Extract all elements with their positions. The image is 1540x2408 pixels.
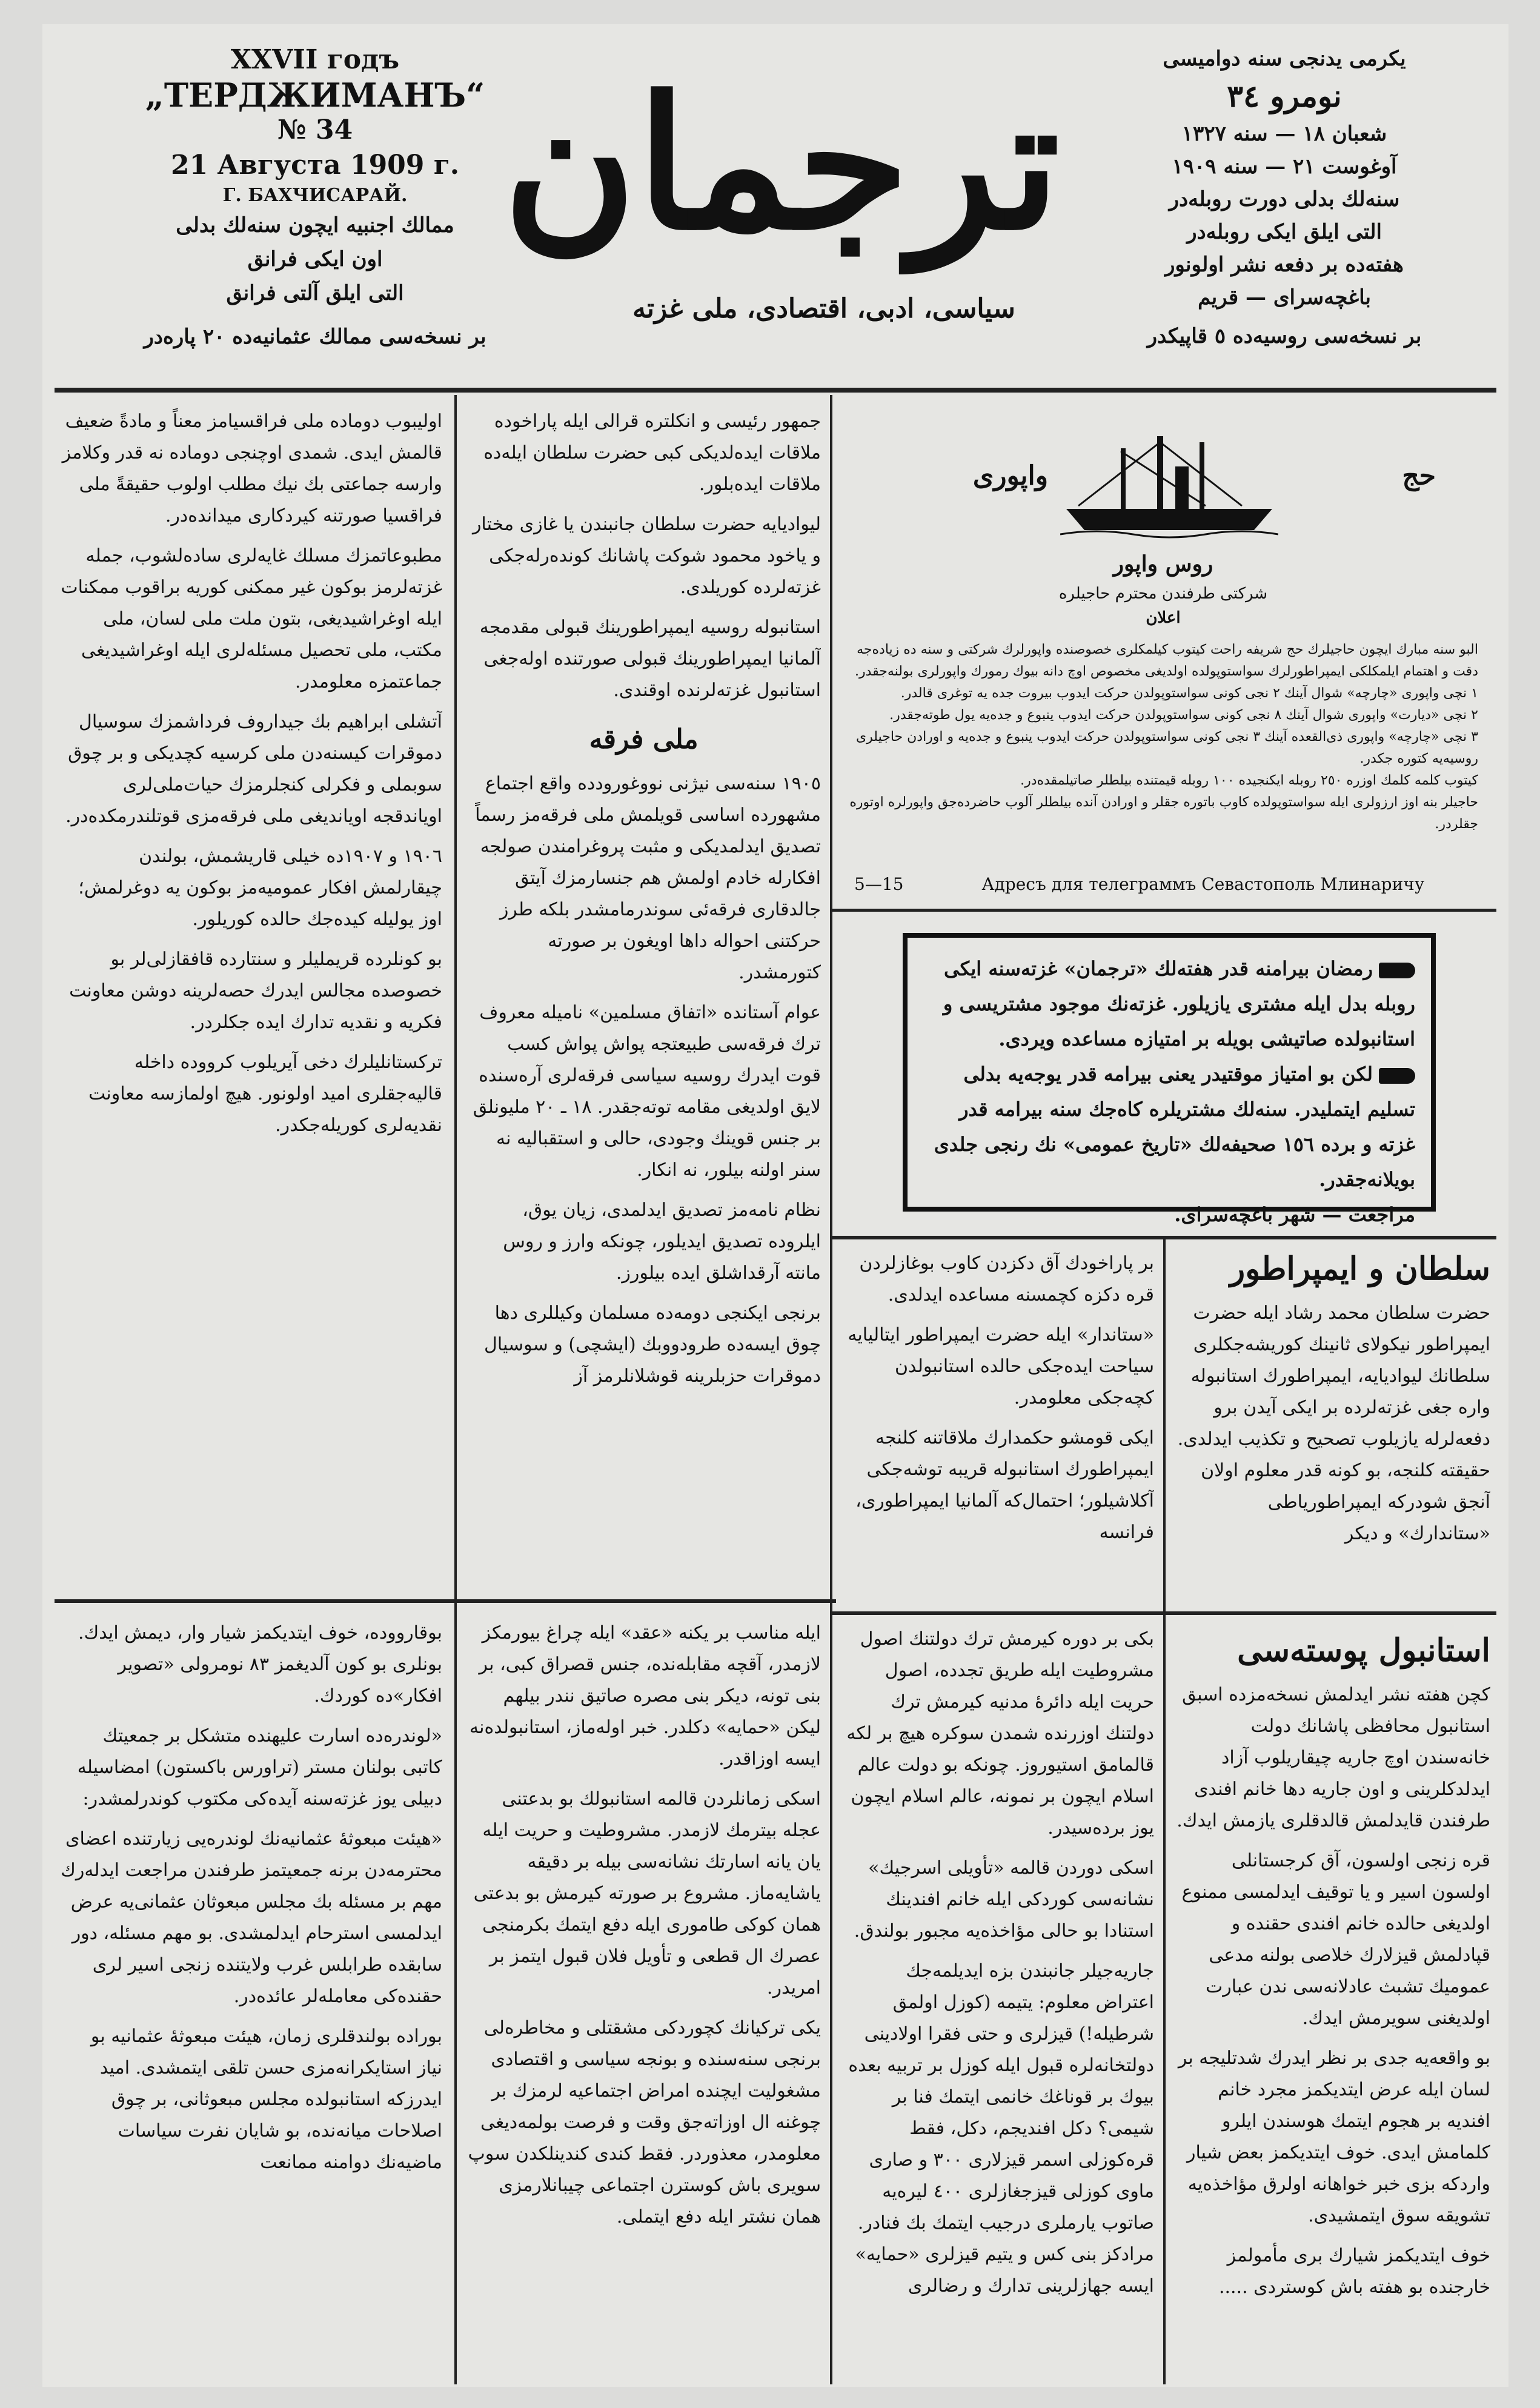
heading-milli-firqa: ملى فرقه <box>589 724 699 755</box>
issue-number-russian: № 34 <box>277 114 353 145</box>
paragraph: «ستاندار» ايله حضرت ايمپراطور ايتاليايه سياحت ايده‌جكى حالده استانبولدن كچه‌جكى معلومدر. <box>848 1324 1154 1408</box>
paragraph: نظام نامه‌مز تصديق ايدلمدى، زيان يوق، ايلروده تصديق ايديلور، چونكه وارز و روس مانته آرقداشلق ايده بيلورز. <box>503 1199 821 1284</box>
hijri-date: شعبان ١٨ — سنه ١٣٢٧ <box>1181 122 1387 146</box>
notice-paragraph: لكن بو امتياز موقتيدر يعنى بيرامه قدر يوجه‌يه بدلى تسليم ايتمليدر. سنه‌لك مشتريلره كاه‌جك سنه بيرامه قدر غزته و برده ١٥٦ صحيفه‌لك «تاريخ عمومى» نك رنجى جلدى بويلانه‌جقدر. <box>934 1063 1415 1191</box>
newspaper-page <box>42 24 1508 2387</box>
paragraph: ايكى قومشو حكمدارك ملاقاتنه كلنجه ايمپراطورك استانبوله قريبه توشه‌جكى آكلاشيلور؛ احتمال‌كه آلمانيا ايمپراطورى، فرانسه <box>855 1427 1154 1543</box>
foreign-price-line-3: التى ايلق آلتى فرانق <box>226 281 404 305</box>
paper-subtitle: سياسى، ادبى، اقتصادى، ملى غزته <box>632 293 1015 324</box>
ship-text-line: حاجيلر بنه اوز ارزولرى ايله سواستوپولده كاوب باتوره جقلر و اورادن آنده بيلطلر آلوب حاضرده‌جق واپورلره اوتوره جقلردر. <box>849 795 1478 832</box>
paragraph: بو واقعه‌يه جدى بر نظر ايدرك شدتليجه بر لسان ايله عرض ايتديكمز مجرد خانم افنديه بر هجوم ايتمك هوسندن ايلرو كلمامش ايدى. خوف ايتديكمز بعض شيار واردكه بزى خبر خواهانه اولرق مؤاخذه‌يه تشويقه سوق ايتمشيدى. <box>1178 2048 1490 2226</box>
column-rule <box>454 1603 457 2384</box>
paragraph: ليواديايه حضرت سلطان جانبندن يا غازى مختار و ياخود محمود شوكت پاشانك كونده‌رله‌جكى غزته‌لرده كوريلدى. <box>472 514 821 598</box>
column-rule <box>454 395 457 1600</box>
paragraph: برنجى ايكنجى دومه‌ده مسلمان وكيللرى دها چوق ايسه‌ده طرودووبك (ايشچى) و سوسيال دموقرات حزبلرينه قوشلانلرمز آز <box>484 1302 821 1387</box>
article-column-bottom-2 <box>466 1617 821 2381</box>
half-year-price: التى ايلق ايكى روبله‌در <box>1187 220 1382 244</box>
annual-price: سنه‌لك بدلى دورت روبله‌در <box>1169 187 1400 211</box>
paragraph: يكى تركيانك كچوردكى مشقتلى و مخاطره‌لى برنجى سنه‌سنده و بونجه سياسى و اقتصادى مشغوليت ايچنده امراض اجتماعيه لرمزك بر چوغنه ال اوزاته‌جق وقت و فرصت بولمه‌ديغى معلومدر، معذوردر. فقط كندى كندينلكدن سوپ سويرى باش كوسترن اجتماعى چيبانلارمزى همان نشتر ايله دفع ايتملى. <box>468 2017 821 2227</box>
ship-text-line: ١ نچى واپورى «چارچه» شوال آينك ٢ نجى كونى سواستوپولدن حركت ايدوب بيروت جده يه توغرى قالدر. <box>900 686 1478 701</box>
steamship-icon <box>1060 424 1278 539</box>
telegram-address <box>854 872 1484 897</box>
column-rule <box>1163 1615 1166 2384</box>
section-rule <box>55 1599 836 1603</box>
paragraph: كچن هفته نشر ايدلمش نسخه‌مزده اسبق استانبول محافظى پاشانك دولت خانه‌سندن اوچ جاريه چيقاريلوب آزاد ايدلدكلرينى و اون جاريه دها خانم افندى طرفندن قايدلمش قالدقلرى يازمش ايدك. <box>1177 1684 1490 1831</box>
ship-ad-text <box>848 639 1478 835</box>
paragraph: بكى بر دوره كيرمش ترك دولتنك اصول مشروطيت ايله طريق تجدده، اصول حريت ايله دائرهٔ مدنيه كيرمش ترك دولتنك اوزرنده شمدن سوكره هيچ بر لكه قالمامق استيوروز. چونكه بو دولت عالم اسلام ايچون بر نمونه، عالم اسلام ايچون يوز برده‌سيدر. <box>846 1628 1154 1839</box>
paragraph: اسكى زمانلردن قالمه استانبولك بو بدعتنى عجله بيترمك لازمدر. مشروطيت و حريت ايله يان يانه اسارتك نشانه‌سى بيله بر دقيقه ياشايه‌ماز. مشروع بر صورته كيرمش بو بدعتى همان كوكى طامورى ايله دفع ايتمك بكرمنجى عصرك ال قطعى و تأويل فلان قبول ايتمز بر امريدر. <box>473 1788 821 1998</box>
section-rule <box>830 909 1496 912</box>
pointing-hand-icon <box>1379 963 1415 978</box>
paragraph: عوام آستانده «اتفاق مسلمين» ناميله معروف ترك فرقه‌سى طبيعتجه پواش پواش كسب قوت ايدرك روسيه سياسى فرقه‌لرى آره‌سنده لايق اولديغى مقامه توته‌جقدر. ١٨ ـ ٢٠ مليونلق بر جنس قوينك وجودى، حالى و استقباليه نه سنر اولنه بيلور، نه انكار. <box>473 1002 821 1181</box>
masthead-right <box>1084 42 1484 353</box>
paragraph: ١٩٠٥ سنه‌سى نيژنى نووغورودده واقع اجتماع مشهورده اساسى قويلمش ملى فرقه‌مز رسماً تصديق ايدلمديكى و مثبت پروغرامندن صولجه افكارله خادم اولمش هم جنسارمزك آيتق جالدقارى فرقه‌ئى سوندرمامشدر بلكه طرز حركتنى احواله داها اويغون بر صورته كتورمشدر. <box>475 773 821 983</box>
paragraph: ايله مناسب بر يكنه «عقد» ايله چراغ بيورمكز لازمدر، آقچه مقابله‌نده، جنس قصراق كبى، بر بنى تونه، ديكر بنى مصره صاتيق نندر بيلهم ليكن «حمايه» دكلدر. خبر اوله‌ماز، استانبولده‌نه ايسه اوزاقدر. <box>470 1622 821 1770</box>
paragraph: ١٩٠٦ و ١٩٠٧ده خيلى قاريشمش، بولندن چيقارلمش افكار عموميه‌مز بوكون يه دوغرلمش؛ اوز يوليله كيده‌جك حالده كوريلور. <box>78 846 442 930</box>
paragraph: قره زنجى اولسون، آق كرجستانلى اولسون اسير و يا توقيف ايدلمسى ممنوع اولديغى حالده خانم افندى حقنده و قپادلمش قيزلارك خلاصى بولنه مدعى عموميك تشبث عادلانه‌سى ندن عبارت اولديغنى سويرمش ايدك. <box>1181 1850 1490 2029</box>
column-rule <box>830 1236 832 2384</box>
year-russian: XXVII годъ <box>230 44 400 75</box>
paragraph: «هيئت مبعوثهٔ عثمانيه‌نك لوندره‌يى زيارتنده اعضاى محترمه‌دن برنه جمعيتمز طرفندن مراجعت ايدله‌رك مهم بر مسئله بك مجلس مبعوثان عثمانى‌يه عرض ايدلمسى استرحام ايدلمشدى. بو مهم مسئله، دور سابقده طرابلس غرب ولايتنده زنجى اسير لرى حقنده‌كى معامله‌لر عائده‌در. <box>61 1828 442 2007</box>
column-rule <box>1163 1239 1166 1611</box>
ottoman-copy-price: بر نسخه‌سى ممالك عثمانيه‌ده ٢٠ پاره‌در <box>144 325 486 349</box>
paragraph: «لوندره‌ده اسارت عليهنده متشكل بر جمعيتك كاتبى بولنان مستر (تراورس باكستون) امضاسيله دبيلى يوز غزته‌سنه آيده‌كى مكتوب كوندرلمشدر: <box>77 1725 442 1809</box>
ship-company: روس واپور <box>1113 551 1213 577</box>
paragraph: اوليبوب دوماده ملى فراقسيامز معناً و مادةً ضعيف قالمش ايدى. شمدى اوچنجى دوماده نه قدر وكلامز وارسه جماعتى بك نيك مطلب اولوب حقيقةً ملى فراقسيا صورتنه كيردكارى ميدانده‌در. <box>62 411 442 526</box>
issue-date-russian: 21 Августа 1909 г. <box>170 150 460 181</box>
heading-sultan-emperor: سلطان و ايمپراطور <box>1230 1250 1490 1287</box>
address-text: Адресъ для телеграммъ Севастополь Млинаричу <box>981 874 1425 894</box>
sultan-emperor-left <box>842 1248 1154 1605</box>
russia-copy-price: بر نسخه‌سى روسيه‌ده ٥ قاپيكدر <box>1147 324 1422 348</box>
paragraph: آتشلى ابراهيم بك جيداروف فرداشمزك سوسيال دموقرات كيسنه‌دن ملى كرسيه كچديكى و بر چوق سوبملى و فكرلى كنجلرمزك حيات‌ملى‌لرى اوياندقجه اويانديغى ملى فرقه‌مزى قوتلندرمكده‌در. <box>65 711 442 827</box>
paper-logo: ترجمان <box>503 56 1060 270</box>
article-column-bottom-3 <box>842 1624 1154 2381</box>
paragraph: جاريه‌جيلر جانبندن بزه ايديلمه‌جك اعتراض معلوم: يتيمه (كوزل اولمق شرطيله!) قيزلرى و حتى فقرا اولادينى دولتخانه‌لره قبول ايله كوزل بر تربيه بعده بيوك بر قوناغك خانمى ايتمك فنا بر شيمى؟ دكل افنديجم، دكل، فقط قره‌كوزلى اسمر قيزلارى ٣٠٠ و صارى ماوى كوزلى قيزجغازلرى ٤٠٠ ليره‌يه صاتوب يارملرى درجيب ايتمك بك فنادر. مرادكز بنى كس و يتيم قيزلرى «حمايه» ايسه جهازلرينى تدارك و رضالرى <box>848 1960 1154 2297</box>
city-russian: Г. БАХЧИСАРАЙ. <box>222 185 408 206</box>
paragraph: بر پاراخودك آق دكزدن كاوب بوغازلردن قره دكزه كچمسنه مساعده ايدلدى. <box>859 1253 1154 1305</box>
publication-place: باغچه‌سراى — قريم <box>1198 285 1371 310</box>
pointing-hand-icon <box>1379 1068 1415 1084</box>
ship-subline: شركتى طرفندن محترم حاجيلره <box>1058 585 1268 603</box>
sultan-emperor-right <box>1175 1248 1490 1605</box>
paragraph: خوف ايتديكمز شيارك برى مأمولمز خارجنده بو هفته باش كوستردى ..... <box>1218 2245 1490 2298</box>
masthead-center <box>503 36 1060 351</box>
ship-ad-left-word: حج <box>1402 460 1436 491</box>
masthead-left <box>97 42 533 354</box>
notice-address: مراجعت — شهر باغچه‌سراى. <box>1174 1203 1415 1226</box>
paragraph: جمهور رئيسى و انكلتره قرالى ايله پاراخوده ملاقات ايده‌لديكى كبى حضرت سلطان ايله‌ده ملاقات ايده‌بلور. <box>483 411 821 495</box>
paragraph: بوراده بولندقلرى زمان، هيئت مبعوثهٔ عثمانيه بو نياز استايكرانه‌مزى حسن تلقى ايتمشدى. اميد ايدرزكه استانبولده مجلس مبعوثانى، بر چوق اصلاحات ميانه‌نده، بو شايان نفرت سياسات ماضيه‌نك دوامنه ممانعت <box>90 2026 442 2173</box>
address-number: 5—15 <box>854 874 904 894</box>
paragraph: بوقارووده، خوف ايتديكمز شيار وار، ديمش ايدك. بونلرى بو كون آلديغمز ٨٣ نومرولى «تصوير افكار»ده كوردك. <box>78 1622 442 1706</box>
paper-name-russian: „ТЕРДЖИМАНЪ“ <box>145 76 485 114</box>
issue-number-turkic: نومرو ٣٤ <box>1227 78 1342 114</box>
gregorian-date: آوغوست ٢١ — سنه ١٩٠٩ <box>1172 154 1397 179</box>
ship-text-line: ٢ نچى «ديارت» واپورى شوال آينك ٨ نجى كونى سواستوپولدن حركت ايدوب ينبوع و جده‌يه يول طوته‌جقدر. <box>889 708 1478 723</box>
notice-paragraph: رمضان بيرامنه قدر هفته‌لك «ترجمان» غزته‌سنه ايكى روبله بدل ايله مشترى يازيلور. غزته‌نك موجود مشتريسى و استانبولده صاتيشى بويله بر امتيازه مساعده ويردى. <box>943 957 1415 1050</box>
ship-notice: اعلان <box>1146 609 1181 627</box>
ship-text-line: البو سنه مبارك ايچون حاجيلرك حج شريفه راحت كيتوب كيلمكلرى خصوصنده واپورلرك شركتى و سنه ده زياده‌جه دقت و اهتمام ايلمكلكى ايمپراطورلرك سواستوپولده اولديغى مخصوص اوچ دانه بيوك رمورك واپورلرى بولنه‌جقدر. <box>854 642 1478 679</box>
istanbul-post-column <box>1175 1624 1490 2381</box>
paragraph: اسكى دوردن قالمه «تأويلى اسرجيك» نشانه‌سى كوردكى ايله خانم افندينك استنادا بو حالى مؤاخذه‌يه مجبور بولندق. <box>854 1857 1154 1942</box>
subscription-notice-box <box>903 933 1436 1226</box>
article-column-2 <box>466 406 821 1593</box>
article-column-bottom-1 <box>61 1617 442 2381</box>
paragraph: استانبوله روسيه ايمپراطورينك قبولى مقدمجه آلمانيا ايمپراطورينك قبولى صورتنده اوله‌جغى استانبول غزته‌لرنده اوقندى. <box>479 617 821 701</box>
publication-frequency: هفته‌ده بر دفعه نشر اولونور <box>1165 253 1404 277</box>
article-column-1 <box>61 406 442 1593</box>
ship-text-line: كيتوب كلمه كلمك اوزره ٢٥٠ روبله ايكنجيده ١٠٠ روبله قيمتنده بيلطلر صاتيلمقده‌در. <box>1020 773 1478 788</box>
heading-istanbul-post: استانبول پوسته‌سى <box>1237 1632 1490 1669</box>
paragraph: تركستانليلرك دخى آيريلوب كرووده داخله قاليه‌جقلرى اميد اولونور. هيچ اولمازسه معاونت نقديه‌لرى كوريله‌جكدر. <box>88 1052 442 1136</box>
ship-ad-right-word: واپورى <box>972 460 1048 491</box>
foreign-price-line-2: اون ايكى فرانق <box>247 247 383 271</box>
ship-advertisement <box>842 412 1484 909</box>
paragraph: مطبوعاتمزك مسلك غايه‌لرى ساده‌لشوب، جمله غزته‌لرمز بوكون غير ممكنى كوريه براقوب ممكنات ايله اوغراشيديغى، بتون ملت ملى لسان، ملى مكتب، ملى تحصيل مسئله‌لرى ايله اوغراشيديغى جماعتمزه معلومدر. <box>61 545 442 692</box>
foreign-price-line-1: ممالك اجنبيه ايچون سنه‌لك بدلى <box>176 213 454 237</box>
paragraph: حضرت سلطان محمد رشاد ايله حضرت ايمپراطور نيكولاى ثانينك كوريشه‌جكلرى سلطانك ليواديايه، ايمپراطورك استانبوله واره جغى غزته‌لرده بر ايكى آيدن برو دفعه‌لرله يازيلوب تصحيح و تكذيب ايدلدى. حقيقته كلنجه، بو كونه قدر معلوم اولان آنجق شودركه ايمپراطورياطى «ستاندارك» و ديكر <box>1177 1302 1490 1544</box>
year-turkic: يكرمى يدنجى سنه دواميسى <box>1163 47 1406 71</box>
masthead-rule <box>55 388 1496 393</box>
ship-text-line: ٣ نچى «چارچه» واپورى ذى‌القعده آينك ٣ نجى كونى سواستوپولدن حركت ايدوب ينبوع و جده‌يه و اورادن حاجيلرى روسيه‌يه كتوره جكدر. <box>855 729 1478 766</box>
paragraph: بو كونلرده قريمليلر و سنتارده قافقازلى‌لر بو خصوصده مجالس ايدرك حصه‌لرينه دوشن معاونت فكريه و نقديه تدارك ايده جكلردر. <box>69 949 442 1033</box>
